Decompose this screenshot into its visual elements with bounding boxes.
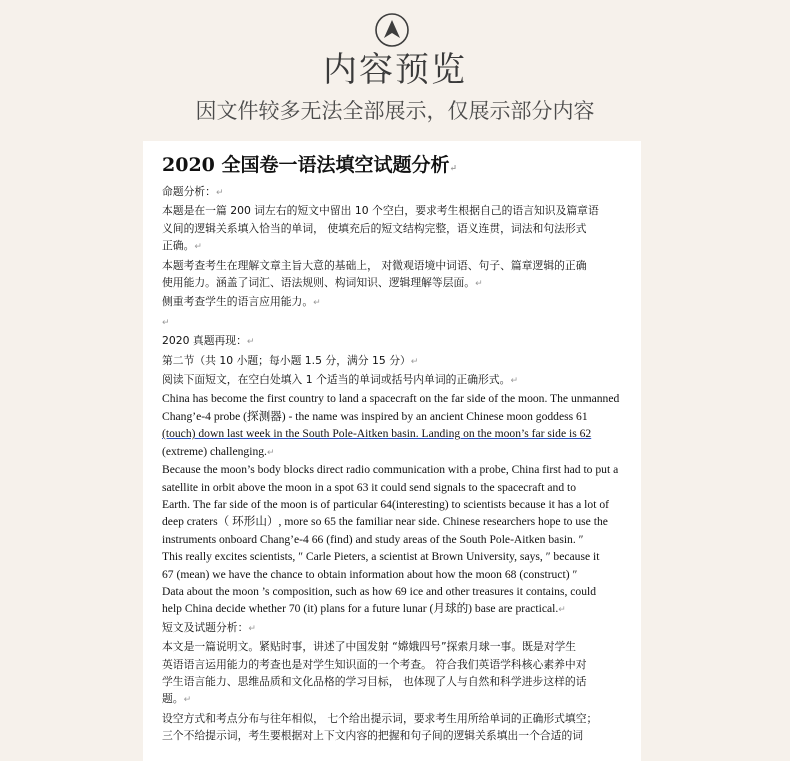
doc-line: China has become the first country to land a spacecraft on the far side of the moon. The unmanned <box>162 392 620 406</box>
doc-line: 短文及试题分析：↵ <box>162 620 256 634</box>
doc-line: 设空方式和考点分布与往年相似， 七个给出提示词，要求考生用所给单词的正确形式填空； <box>162 711 598 725</box>
doc-line: 本题是在一篇 200 词左右的短文中留出 10 个空白，要求考生根据自己的语言知识及篇章语 <box>162 204 599 218</box>
doc-line: 三个不给提示词，考生要根据对上下文内容的把握和句子间的逻辑关系填出一个合适的词 <box>162 729 584 743</box>
doc-line: 本文是一篇说明文。紧贴时事，讲述了中国发射 “嫦娥四号”探索月球一事。既是对学生 <box>162 640 577 654</box>
doc-line: Chang’e-4 probe (探测器) - the name was inspired by an ancient Chinese moon goddess 61 <box>162 409 588 423</box>
doc-line: 英语语言运用能力的考查也是对学生知识面的一个考查。 符合我们英语学科核心素养中对 <box>162 657 587 671</box>
doc-line: 本题考查考生在理解文章主旨大意的基础上， 对微观语境中词语、句子、篇章逻辑的正确 <box>162 258 587 272</box>
doc-line: (touch) down last week in the South Pole-Aitken basin. Landing on the moon’s far side is 62 <box>162 427 592 441</box>
doc-line: 侧重考查学生的语言应用能力。↵ <box>162 295 321 309</box>
doc-line: 阅读下面短文，在空白处填入 1 个适当的单词或括号内单词的正确形式。↵ <box>162 373 518 387</box>
doc-line: Earth. The far side of the moon is of particular 64(interesting) to scientists because it has a lot of <box>162 497 609 511</box>
doc-line: This really excites scientists, ″ Carle Pieters, a scientist at Brown University, says, ″ because it <box>162 550 600 564</box>
doc-line: Data about the moon ’s composition, such as how 69 ice and other treasures it contains, could <box>162 584 597 598</box>
doc-line: Because the moon’s body blocks direct radio communication with a probe, China first had to put a <box>162 463 619 477</box>
doc-line: satellite in orbit above the moon in a spot 63 it could send signals to the spacecraft and to <box>162 480 577 494</box>
doc-line: ↵ <box>162 317 170 328</box>
doc-line: help China decide whether 70 (it) plans for a future lunar (月球的) base are practical.↵ <box>162 602 566 616</box>
doc-line: 使用能力。涵盖了词汇、语法规则、构词知识、逻辑理解等层面。↵ <box>162 276 483 290</box>
document-preview <box>143 141 641 761</box>
doc-line: 学生语言能力、思维品质和文化品格的学习目标， 也体现了人与自然和科学进步这样的话 <box>162 674 587 688</box>
doc-line: 命题分析：↵ <box>162 185 224 198</box>
navigation-arrow-icon <box>374 12 410 48</box>
doc-line: 义间的逻辑关系填入恰当的单词， 使填充后的短文结构完整，语义连贯，词法和句法形式 <box>162 221 587 235</box>
doc-line: 正确。↵ <box>162 239 202 253</box>
page-subtitle: 因文件较多无法全部展示，仅展示部分内容 <box>195 99 595 123</box>
page-title: 内容预览 <box>323 50 467 90</box>
doc-line: 67 (mean) we have the chance to obtain information about how the moon 68 (construct) ″ <box>162 567 578 581</box>
doc-line: 2020 真题再现：↵ <box>162 334 255 348</box>
doc-line: (extreme) challenging.↵ <box>162 444 275 458</box>
doc-line: 第二节（共 10 小题；每小题 1.5 分，满分 15 分）↵ <box>162 353 419 367</box>
doc-line: 题。↵ <box>162 692 192 706</box>
doc-line: deep craters（ 环形山）, more so 65 the familiar near side. Chinese researchers hope to use the <box>162 515 608 529</box>
document-title: 2020 全国卷一语法填空试题分析↵ <box>162 154 458 176</box>
doc-line: instruments onboard Chang’e-4 66 (find) and study areas of the South Pole-Aitken basin. ″ <box>162 532 584 546</box>
